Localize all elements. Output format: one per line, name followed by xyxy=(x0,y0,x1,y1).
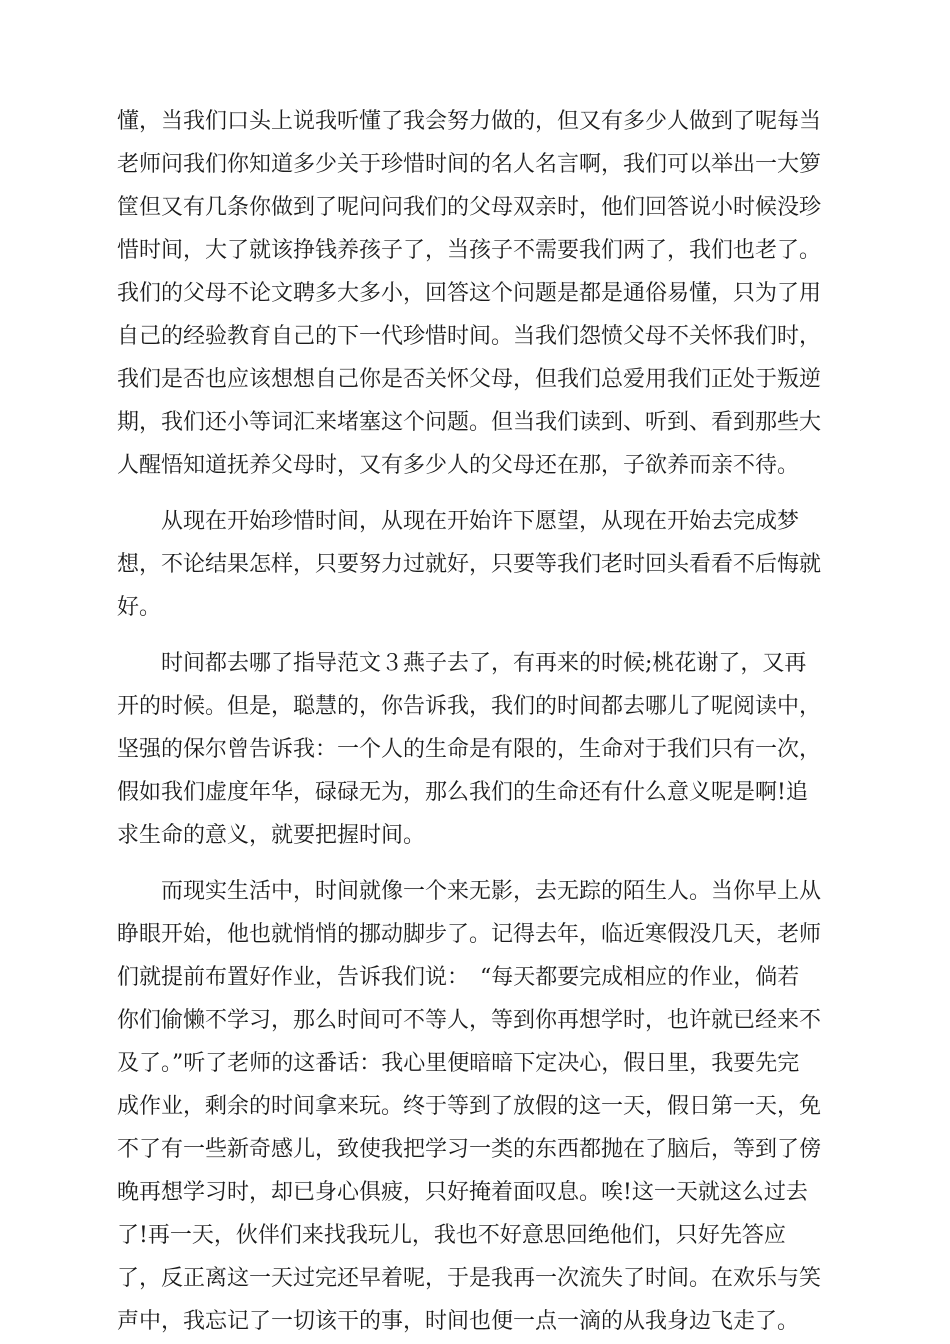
text-line: 了!再一天，伙伴们来找我玩儿，我也不好意思回绝他们，只好先答应 xyxy=(117,1223,786,1248)
paragraph-1 xyxy=(117,100,837,487)
document-body xyxy=(117,100,837,1343)
text-line: 求生命的意义，就要把握时间。 xyxy=(117,823,426,848)
text-line: 懂，当我们口头上说我听懂了我会努力做的，但又有多少人做到了呢每当 xyxy=(117,109,822,134)
paragraph-4 xyxy=(117,870,837,1343)
paragraph-spacer xyxy=(117,857,837,870)
text-line: 从现在开始珍惜时间，从现在开始许下愿望，从现在开始去完成梦 xyxy=(117,509,800,534)
text-line: 晚再想学习时，却已身心俱疲，只好掩着面叹息。唉!这一天就这么过去 xyxy=(117,1180,808,1205)
text-line: 自己的经验教育自己的下一代珍惜时间。当我们怨愤父母不关怀我们时， xyxy=(117,324,822,349)
text-line: 人醒悟知道抚养父母时，又有多少人的父母还在那，子欲养而亲不待。 xyxy=(117,453,800,478)
text-line: 坚强的保尔曾告诉我：一个人的生命是有限的，生命对于我们只有一次， xyxy=(117,737,822,762)
text-line: 老师问我们你知道多少关于珍惜时间的名人名言啊，我们可以举出一大箩 xyxy=(117,152,822,177)
text-line: 声中，我忘记了一切该干的事，时间也便一点一滴的从我身边飞走了。 xyxy=(117,1309,800,1334)
text-line: 不了有一些新奇感儿，致使我把学习一类的东西都抛在了脑后，等到了傍 xyxy=(117,1137,822,1162)
text-line: 筐但又有几条你做到了呢问问我们的父母双亲时，他们回答说小时候没珍 xyxy=(117,195,822,220)
paragraph-2 xyxy=(117,500,837,629)
paragraph-spacer xyxy=(117,487,837,500)
text-line: 好。 xyxy=(117,595,162,620)
text-line: 成作业，剩余的时间拿来玩。终于等到了放假的这一天，假日第一天，免 xyxy=(117,1094,822,1119)
text-line: 了，反正离这一天过完还早着呢，于是我再一次流失了时间。在欢乐与笑 xyxy=(117,1266,822,1291)
text-line: 我们是否也应该想想自己你是否关怀父母，但我们总爱用我们正处于叛逆 xyxy=(117,367,822,392)
paragraph-3 xyxy=(117,642,837,857)
text-line: 及了。”听了老师的这番话：我心里便暗暗下定决心，假日里，我要先完 xyxy=(117,1051,800,1076)
text-line: 时间都去哪了指导范文３燕子去了，有再来的时候;桃花谢了，又再 xyxy=(117,651,807,676)
text-line: 想，不论结果怎样，只要努力过就好，只要等我们老时回头看看不后悔就 xyxy=(117,552,822,577)
text-line: 我们的父母不论文聘多大多小，回答这个问题是都是通俗易懂，只为了用 xyxy=(117,281,822,306)
text-line: 而现实生活中，时间就像一个来无影，去无踪的陌生人。当你早上从 xyxy=(117,879,822,904)
text-line: 假如我们虚度年华，碌碌无为，那么我们的生命还有什么意义呢是啊!追 xyxy=(117,780,808,805)
text-line: 睁眼开始，他也就悄悄的挪动脚步了。记得去年，临近寒假没几天，老师 xyxy=(117,922,822,947)
text-line: 期，我们还小等词汇来堵塞这个问题。但当我们读到、听到、看到那些大 xyxy=(117,410,822,435)
text-line: 开的时候。但是，聪慧的，你告诉我，我们的时间都去哪儿了呢阅读中， xyxy=(117,694,822,719)
text-line: 们就提前布置好作业，告诉我们说： “每天都要完成相应的作业，倘若 xyxy=(117,965,800,990)
paragraph-spacer xyxy=(117,629,837,642)
text-line: 惜时间，大了就该挣钱养孩子了，当孩子不需要我们两了，我们也老了。 xyxy=(117,238,822,263)
text-line: 你们偷懒不学习，那么时间可不等人，等到你再想学时，也许就已经来不 xyxy=(117,1008,822,1033)
